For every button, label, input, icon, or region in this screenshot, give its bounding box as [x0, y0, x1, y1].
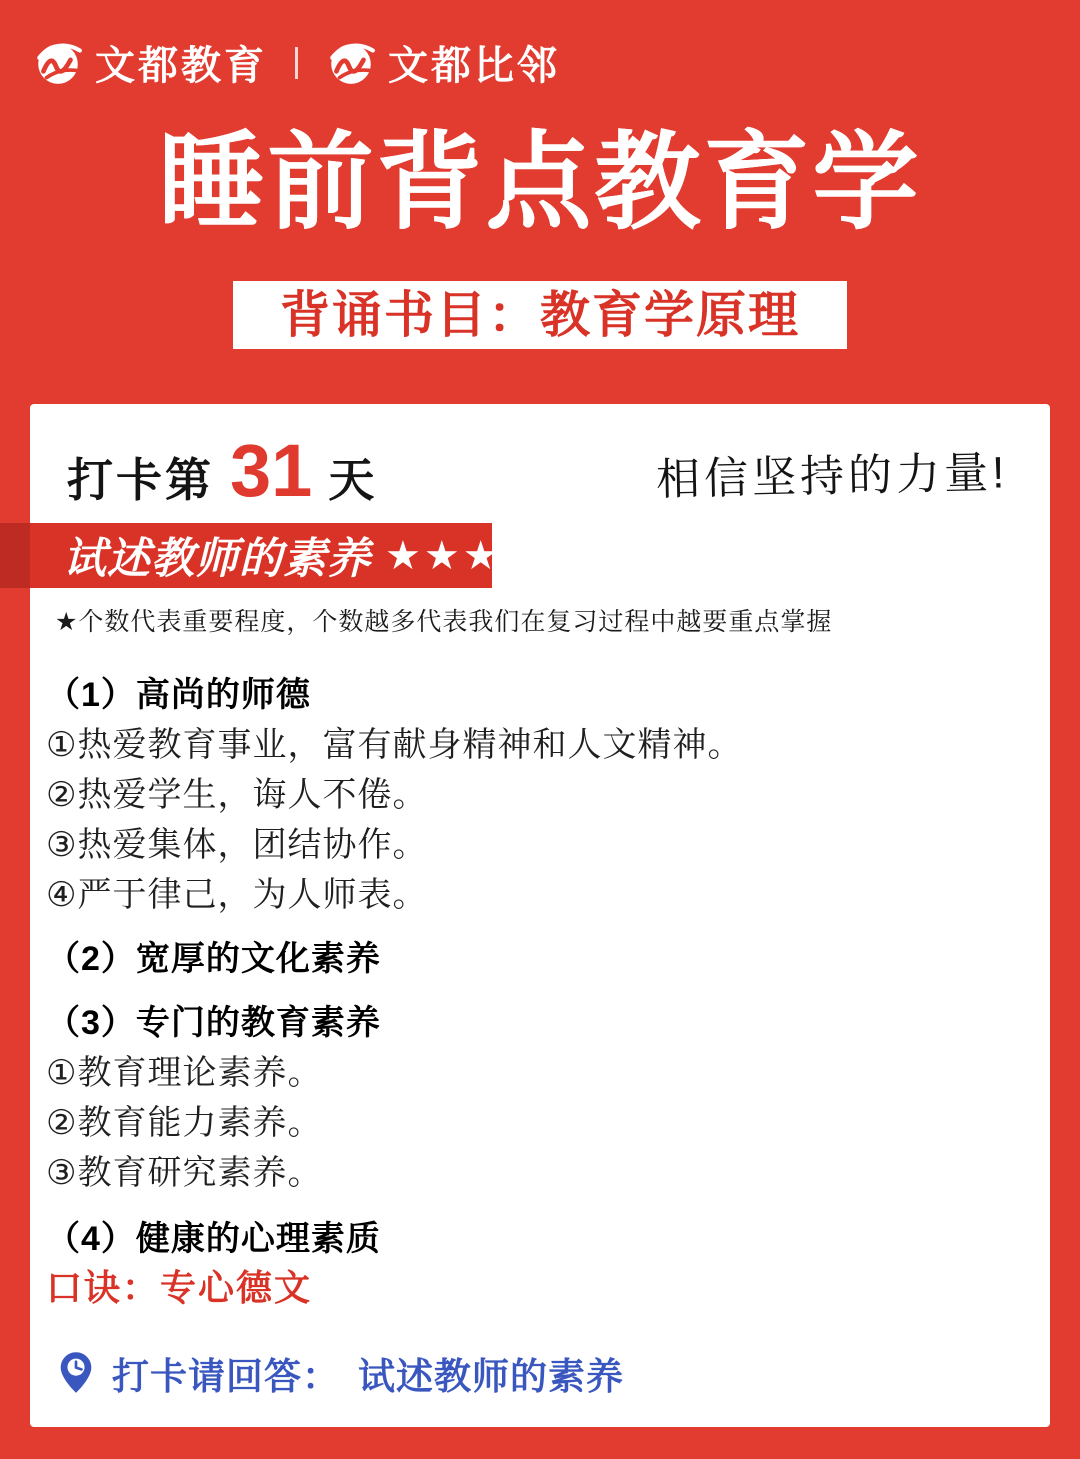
subtitle-text: 背诵书目：教育学原理 — [280, 287, 800, 343]
importance-note: ★个数代表重要程度，个数越多代表我们在复习过程中越要重点掌握 — [55, 608, 833, 636]
checkin-suffix: 天 — [328, 454, 378, 506]
mnemonic-text: 专心德文 — [160, 1267, 313, 1308]
mnemonic-label: 口诀： — [46, 1267, 161, 1308]
checkin-prefix: 打卡第 — [67, 454, 214, 506]
section-item: ②教育能力素养。 — [46, 1104, 323, 1142]
section-heading: （3）专门的教育素养 — [46, 1004, 381, 1042]
brand-name-primary: 文都教育 — [95, 44, 267, 88]
importance-stars: ★★★ — [385, 533, 502, 578]
section-item: ③热爱集体，团结协作。 — [46, 826, 428, 864]
section-item: ④严于律己，为人师表。 — [46, 876, 428, 914]
wendu-bilin-logo-icon — [326, 38, 376, 88]
question-answer: 试述教师的素养 — [358, 1356, 624, 1397]
answer-content — [46, 670, 1014, 1313]
subtitle-box — [233, 281, 847, 349]
content-card — [30, 404, 1050, 1427]
section-heading: （4）健康的心理素质 — [46, 1220, 381, 1258]
brand-divider — [295, 47, 298, 79]
section-item: ②热爱学生，诲人不倦。 — [46, 776, 428, 814]
motto-handwriting: 相信坚持的力量! — [655, 448, 1009, 505]
brand-wendu-bilin — [326, 34, 560, 91]
topic-banner — [0, 523, 502, 588]
topic-title: 试述教师的素养 — [63, 535, 371, 583]
section-heading: （2）宽厚的文化素养 — [46, 940, 381, 978]
brand-wendu-education — [33, 34, 267, 91]
page-title: 睡前背点教育学 — [158, 124, 922, 242]
banner-fold — [0, 523, 30, 588]
question-label: 打卡请回答： — [112, 1356, 340, 1397]
section-item: ①热爱教育事业，富有献身精神和人文精神。 — [46, 726, 743, 764]
checkin-question — [58, 1346, 624, 1400]
brand-name-secondary: 文都比邻 — [388, 44, 560, 88]
mnemonic-line — [46, 1264, 1014, 1313]
brand-row — [33, 34, 560, 91]
checkin-day-number: 31 — [230, 429, 313, 512]
wendu-logo-icon — [33, 38, 83, 88]
section-item: ③教育研究素养。 — [46, 1154, 323, 1192]
pin-clock-icon — [58, 1350, 94, 1396]
section-heading: （1）高尚的师德 — [46, 676, 311, 714]
checkin-row — [67, 429, 1009, 512]
section-item: ①教育理论素养。 — [46, 1054, 323, 1092]
